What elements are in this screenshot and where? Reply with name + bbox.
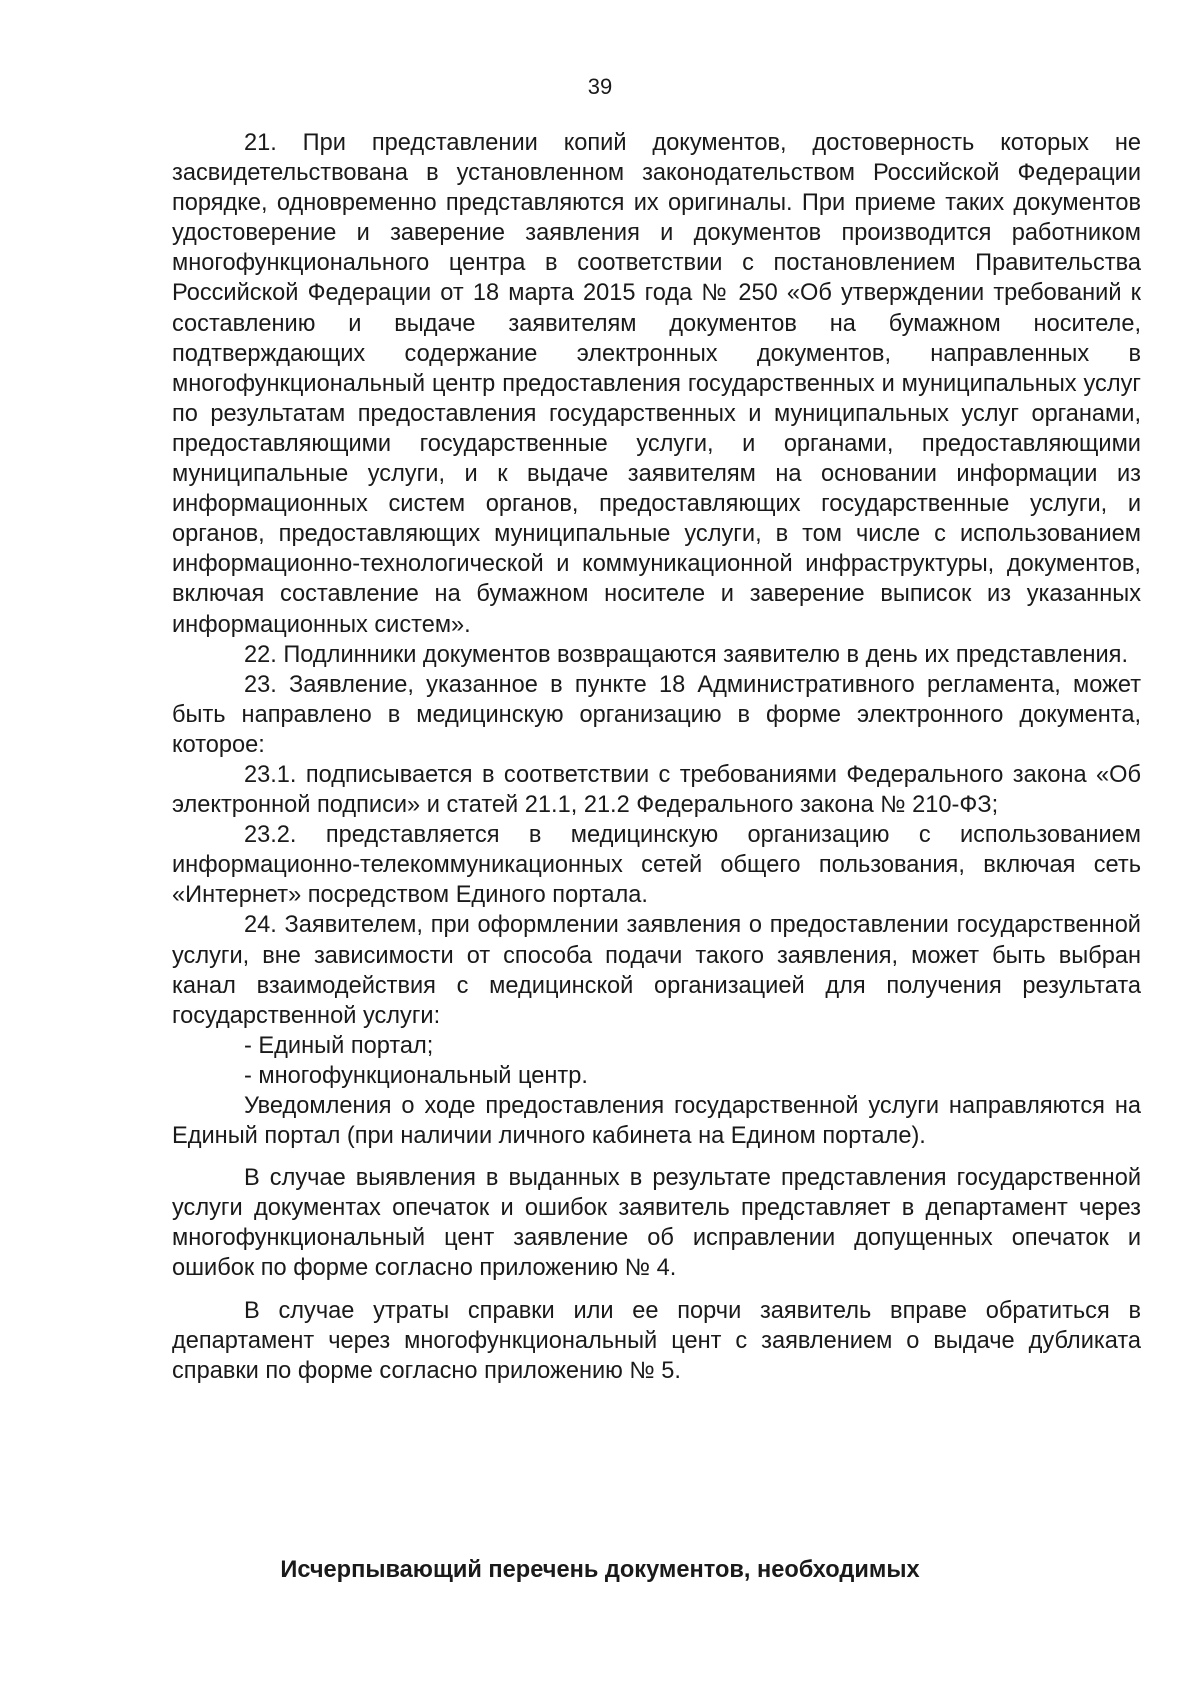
paragraph-21: 21. При представлении копий документов, достоверность которых не засвидетельствована в установленном законодательством Российской Федерации порядке, одновременно представляются их оригиналы. При приеме таких документов удостоверение и заверение заявления и документов производится работником многофункционального центра в соответствии с постановлением Правительства Российской Федерации от 18 марта 2015 года № 250 «Об утверждении требований к составлению и выдаче заявителям документов на бумажном носителе, подтверждающих содержание электронных документов, направленных в многофункциональный центр предоставления государственных и муниципальных услуг по результатам предоставления государственных и муниципальных услуг органами, предоставляющими государственные услуги, и органами, предоставляющими муниципальные услуги, и к выдаче заявителям на основании информации из информационных систем органов, предоставляющих государственные услуги, и органов, предоставляющих муниципальные услуги, в том числе с использованием информационно-технологической и коммуникационной инфраструктуры, документов, включая составление на бумажном носителе и заверение выписок из указанных информационных систем». [172,130,1141,638]
paragraph-typos: В случае выявления в выданных в результате представления государственной услуги документах опечаток и ошибок заявитель представляет в департамент через многофункциональный цент заявление об исправлении допущенных опечаток и ошибок по форме согласно приложению № 4. [172,1165,1141,1282]
section-heading: Исчерпывающий перечень документов, необходимых [280,1557,920,1583]
list-item-mfc: - многофункциональный центр. [244,1062,588,1089]
list-item-single-portal: - Единый портал; [244,1032,434,1059]
paragraph-23: 23. Заявление, указанное в пункте 18 Административного регламента, может быть направлено в медицинскую организацию в форме электронного документа, которое: [172,671,1141,758]
page-number: 39 [587,74,613,99]
paragraph-24: 24. Заявителем, при оформлении заявления о предоставлении государственной услуги, вне зависимости от способа подачи такого заявления, может быть выбран канал взаимодействия с медицинской организацией для получения результата государственной услуги: [172,912,1141,1029]
paragraph-23-2: 23.2. представляется в медицинскую организацию с использованием информационно-телекоммуникационных сетей общего пользования, включая сеть «Интернет» посредством Единого портала. [172,822,1141,909]
paragraph-22: 22. Подлинники документов возвращаются заявителю в день их представления. [244,641,1129,668]
paragraph-23-1: 23.1. подписывается в соответствии с требованиями Федерального закона «Об электронной подписи» и статей 21.1, 21.2 Федерального закона № 210-ФЗ; [172,761,1141,819]
paragraph-notifications: Уведомления о ходе предоставления государственной услуги направляются на Единый портал (при наличии личного кабинета на Едином портале). [172,1093,1141,1150]
paragraph-duplicate: В случае утраты справки или ее порчи заявитель вправе обратиться в департамент через многофункциональный цент с заявлением о выдаче дубликата справки по форме согласно приложению № 5. [172,1297,1141,1384]
document-body [172,128,1141,1386]
